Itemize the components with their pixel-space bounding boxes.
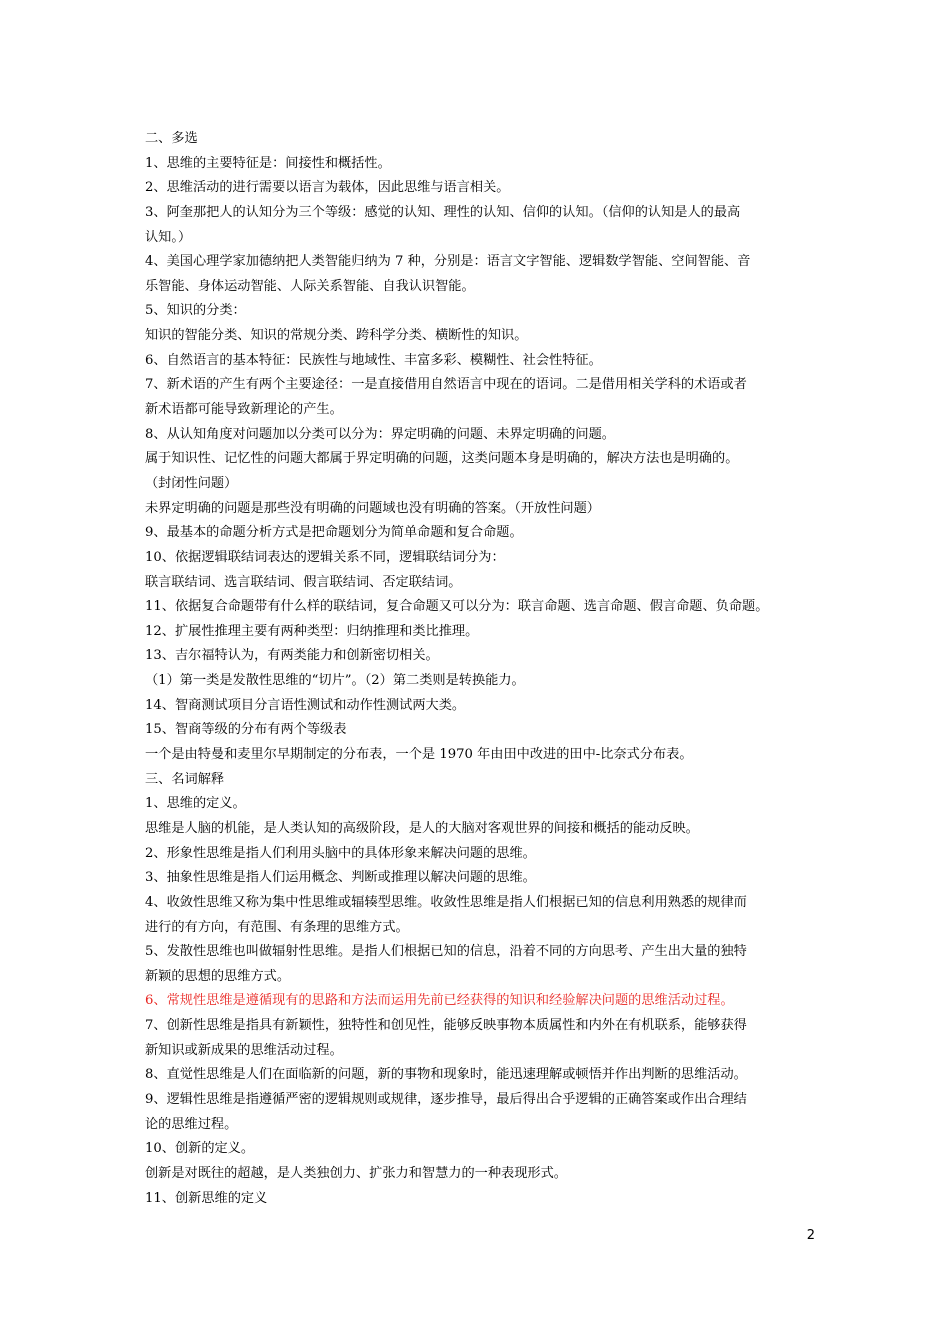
text-line: 4、美国心理学家加德纳把人类智能归纳为 7 种，分别是：语言文字智能、逻辑数学智能、空间智能、音 <box>145 254 751 270</box>
text-line: 一个是由特曼和麦里尔早期制定的分布表，一个是 1970 年由田中改进的田中-比奈式分布表。 <box>145 747 693 763</box>
highlighted-text-line: 6、常规性思维是遵循现有的思路和方法而运用先前已经获得的知识和经验解决问题的思维活动过程。 <box>145 993 734 1009</box>
text-line: 4、收敛性思维又称为集中性思维或辐辏型思维。收敛性思维是指人们根据已知的信息利用熟悉的规律而 <box>145 894 747 910</box>
text-line: 9、最基本的命题分析方式是把命题划分为简单命题和复合命题。 <box>145 525 523 541</box>
text-line: 二、多选 <box>145 131 198 146</box>
text-line: 1、思维的主要特征是：间接性和概括性。 <box>145 155 391 171</box>
text-line: 1、思维的定义。 <box>145 796 246 812</box>
text-line: 8、从认知角度对问题加以分类可以分为：界定明确的问题、未界定明确的问题。 <box>145 426 615 442</box>
text-line: （1）第一类是发散性思维的“切片”。（2）第二类则是转换能力。 <box>145 673 525 689</box>
text-line: 15、智商等级的分布有两个等级表 <box>145 722 347 738</box>
text-line: 10、依据逻辑联结词表达的逻辑关系不同，逻辑联结词分为： <box>145 549 505 565</box>
text-line: 14、智商测试项目分言语性测试和动作性测试两大类。 <box>145 697 466 713</box>
text-line: 新颖的思想的思维方式。 <box>145 968 291 984</box>
text-line: 属于知识性、记忆性的问题大都属于界定明确的问题，这类问题本身是明确的，解决方法也是明确的。 <box>145 451 739 467</box>
text-line: 7、创新性思维是指具有新颖性，独特性和创见性，能够反映事物本质属性和内外在有机联系，能够获得 <box>145 1018 747 1034</box>
text-line: 11、依据复合命题带有什么样的联结词，复合命题又可以分为：联言命题、选言命题、假言命题、负命题。 <box>145 599 769 615</box>
text-line: 进行的有方向，有范围、有条理的思维方式。 <box>145 919 409 935</box>
text-line: 三、名词解释 <box>145 771 225 787</box>
text-line: 7、新术语的产生有两个主要途径：一是直接借用自然语言中现在的语词。二是借用相关学科的术语或者 <box>145 377 747 393</box>
text-line: 8、直觉性思维是人们在面临新的问题，新的事物和现象时，能迅速理解或顿悟并作出判断的思维活动。 <box>145 1067 747 1083</box>
page-number: 2 <box>806 1228 815 1243</box>
text-line: 3、抽象性思维是指人们运用概念、判断或推理以解决问题的思维。 <box>145 870 536 886</box>
text-line: 6、自然语言的基本特征：民族性与地域性、丰富多彩、模糊性、社会性特征。 <box>145 352 602 368</box>
text-line: 12、扩展性推理主要有两种类型：归纳推理和类比推理。 <box>145 623 479 639</box>
text-line: 9、逻辑性思维是指遵循严密的逻辑规则或规律，逐步推导，最后得出合乎逻辑的正确答案或作出合理结 <box>145 1091 747 1107</box>
text-line: 联言联结词、选言联结词、假言联结词、否定联结词。 <box>145 574 462 590</box>
text-line: 创新是对既往的超越，是人类独创力、扩张力和智慧力的一种表现形式。 <box>145 1165 567 1181</box>
document-body <box>145 127 813 1211</box>
text-line: 13、吉尔福特认为，有两类能力和创新密切相关。 <box>145 648 439 664</box>
text-line: 认知。） <box>145 229 192 245</box>
text-line: 新知识或新成果的思维活动过程。 <box>145 1042 343 1058</box>
text-line: 10、创新的定义。 <box>145 1141 255 1157</box>
text-line: 知识的智能分类、知识的常规分类、跨科学分类、横断性的知识。 <box>145 328 528 344</box>
text-line: 11、创新思维的定义 <box>145 1190 268 1206</box>
text-line: 新术语都可能导致新理论的产生。 <box>145 402 343 418</box>
text-line: 2、形象性思维是指人们利用头脑中的具体形象来解决问题的思维。 <box>145 845 536 861</box>
text-line: 5、发散性思维也叫做辐射性思维。是指人们根据已知的信息，沿着不同的方向思考、产生出大量的独特 <box>145 944 747 960</box>
text-line: 5、知识的分类： <box>145 303 246 319</box>
text-line: 论的思维过程。 <box>145 1116 238 1132</box>
text-line: 乐智能、身体运动智能、人际关系智能、自我认识智能。 <box>145 278 475 294</box>
text-line: 未界定明确的问题是那些没有明确的问题域也没有明确的答案。（开放性问题） <box>145 500 600 516</box>
text-line: （封闭性问题） <box>145 475 238 491</box>
text-line: 思维是人脑的机能，是人类认知的高级阶段，是人的大脑对客观世界的间接和概括的能动反映。 <box>145 820 699 836</box>
text-line: 3、阿奎那把人的认知分为三个等级：感觉的认知、理性的认知、信仰的认知。（信仰的认知是人的最高 <box>145 204 741 220</box>
text-line: 2、思维活动的进行需要以语言为载体，因此思维与语言相关。 <box>145 180 510 196</box>
